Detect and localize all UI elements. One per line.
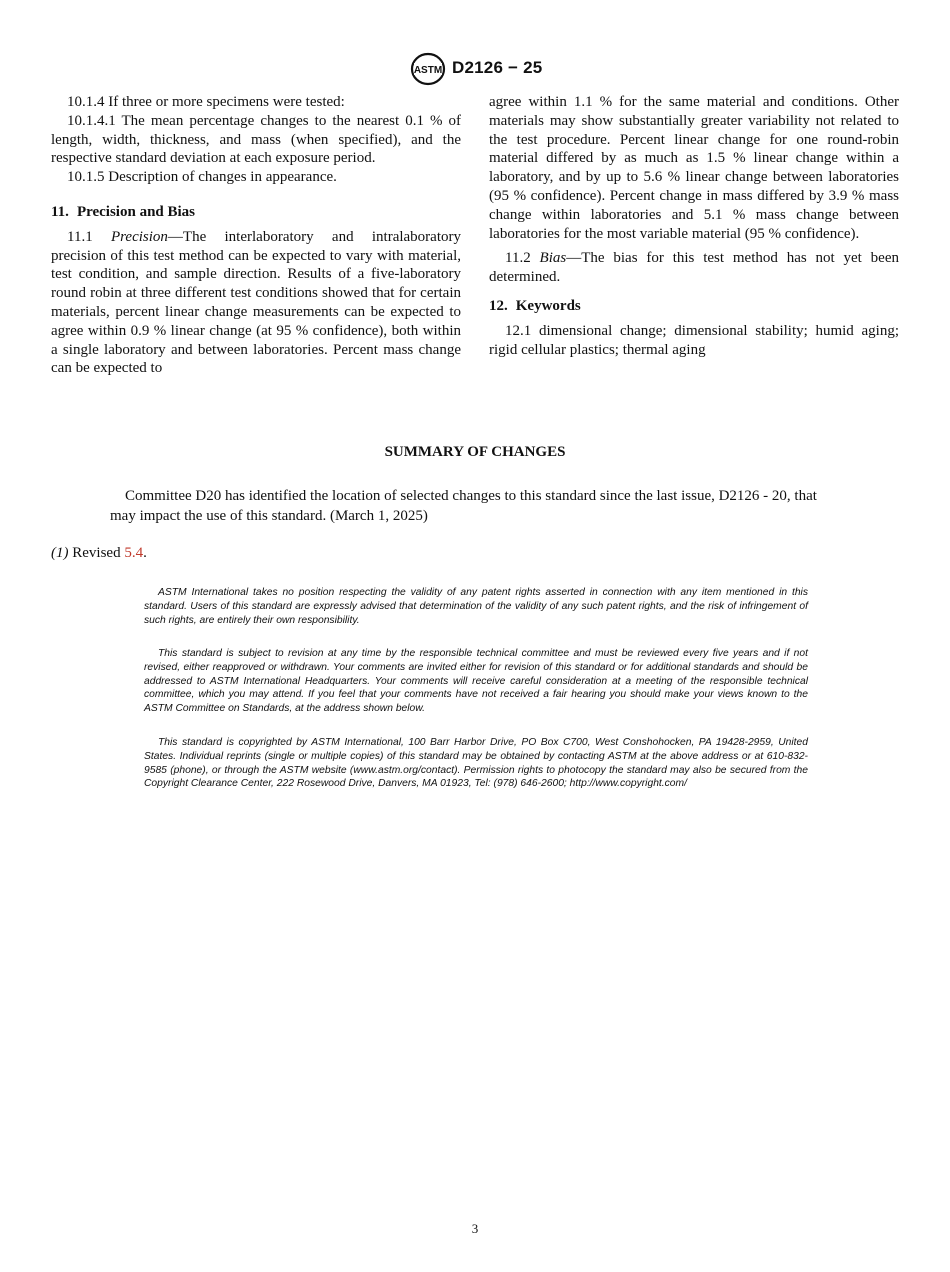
paragraph-12-1: 12.1 dimensional change; dimensional stability; humid aging; rigid cellular plastics; thermal aging (489, 322, 899, 358)
revision-item (51, 545, 147, 562)
paragraph-11-2 (489, 249, 899, 287)
paragraph-11-1-label: Precision (110, 228, 168, 245)
revision-item-text: Revised (72, 545, 121, 561)
section-12-title: Keywords (515, 297, 581, 314)
section-11-number: 11. (51, 203, 69, 220)
section-12-number: 12. (489, 297, 508, 314)
revision-notice (144, 647, 808, 716)
section-12-heading (489, 297, 899, 316)
paragraph-10-1-4: 10.1.4 If three or more specimens were tested: (67, 94, 345, 110)
patent-notice-text: ASTM International takes no position respecting the validity of any patent rights asserted in connection with any item mentioned in this standard. Users of this standard are expressly advised that determination of the validity of any such patent rights, and the risk of infringement of such rights, are entirely their own responsibility. (144, 587, 808, 626)
page-number: 3 (471, 1221, 479, 1236)
section-11-heading (51, 203, 461, 222)
revision-item-end: . (143, 545, 147, 561)
astm-logo-icon (410, 52, 446, 86)
left-column (51, 93, 461, 378)
revision-item-number: (1) (51, 545, 69, 561)
summary-of-changes-title: SUMMARY OF CHANGES (384, 444, 566, 460)
paragraph-11-1-number: 11.1 (67, 228, 93, 245)
copyright-notice-text: This standard is copyrighted by ASTM International, 100 Barr Harbor Drive, PO Box C700, West Conshohocken, PA 19428-2959, United States. Individual reprints (single or multiple copies) of this standard may be obtained by contacting ASTM at the above address or at 610-832-9585 (phone), or through the ASTM website (www.astm.org/contact). Permission rights to photocopy the standard may also be secured from the Copyright Clearance Center, 222 Rosewood Drive, Danvers, MA 01923, Tel: (978) 646-2600; http://www.copyright.com/ (144, 737, 808, 790)
revision-link-5-4[interactable]: 5.4 (124, 545, 144, 561)
summary-of-changes-body (110, 486, 845, 526)
paragraph-11-2-number: 11.2 (505, 250, 531, 267)
document-designation: D2126 − 25 (452, 58, 543, 77)
summary-body-text: Committee D20 has identified the location of selected changes to this standard since the last issue, D2126 - 20, that may impact the use of this standard. (March 1, 2025) (110, 488, 817, 524)
right-column (489, 93, 899, 359)
revision-notice-text: This standard is subject to revision at any time by the responsible technical committee and must be reviewed every five years and if not revised, either reapproved or withdrawn. Your comments are invited either for revision of this standard or for additional standards and should be addressed to ASTM International Headquarters. Your comments will receive careful consideration at a meeting of the responsible technical committee, which you may attend. If you feel that your comments have not received a fair hearing you should make your views known to the ASTM Committee on Standards, at the address shown below. (144, 648, 808, 715)
paragraph-11-1-text: —The interlaboratory and intralaboratory precision of this test method can be expected to vary with material, test condition, and sample direction. Results of a five-laboratory round robin at three different test conditions showed that for certain materials, percent linear change measurements can be expected to agree within 0.9 % linear change (at 95 % confidence), both within a single laboratory and between laboratories. Percent mass change can be expected to (51, 228, 461, 377)
paragraph-11-1 (51, 228, 461, 378)
page-header (0, 52, 950, 88)
paragraph-10-1-5: 10.1.5 Description of changes in appearance. (67, 169, 337, 186)
paragraph-11-2-label: Bias (539, 250, 567, 267)
patent-notice (144, 586, 808, 627)
paragraph-11-2-text: —The bias for this test method has not yet been determined. (489, 250, 899, 286)
section-11-title: Precision and Bias (76, 203, 196, 220)
paragraph-11-1-continued: agree within 1.1 % for the same material and conditions. Other materials may show substantially greater variability not related to the test procedure. Percent linear change for one round-robin material differed by as much as 1.5 % linear change within a laboratory, and by up to 5.6 % linear change between laboratories (95 % confidence). Percent change in mass differed by 3.9 % mass change within laboratories and 5.1 % mass change between laboratories for the most variable material (95 % confidence). (489, 94, 899, 242)
copyright-notice (144, 736, 808, 791)
paragraph-10-1-4-1: 10.1.4.1 The mean percentage changes to the nearest 0.1 % of length, width, thickness, and mass (when specified), and the respective standard deviation at each exposure period. (51, 112, 461, 167)
svg-text:ASTM: ASTM (413, 65, 443, 76)
